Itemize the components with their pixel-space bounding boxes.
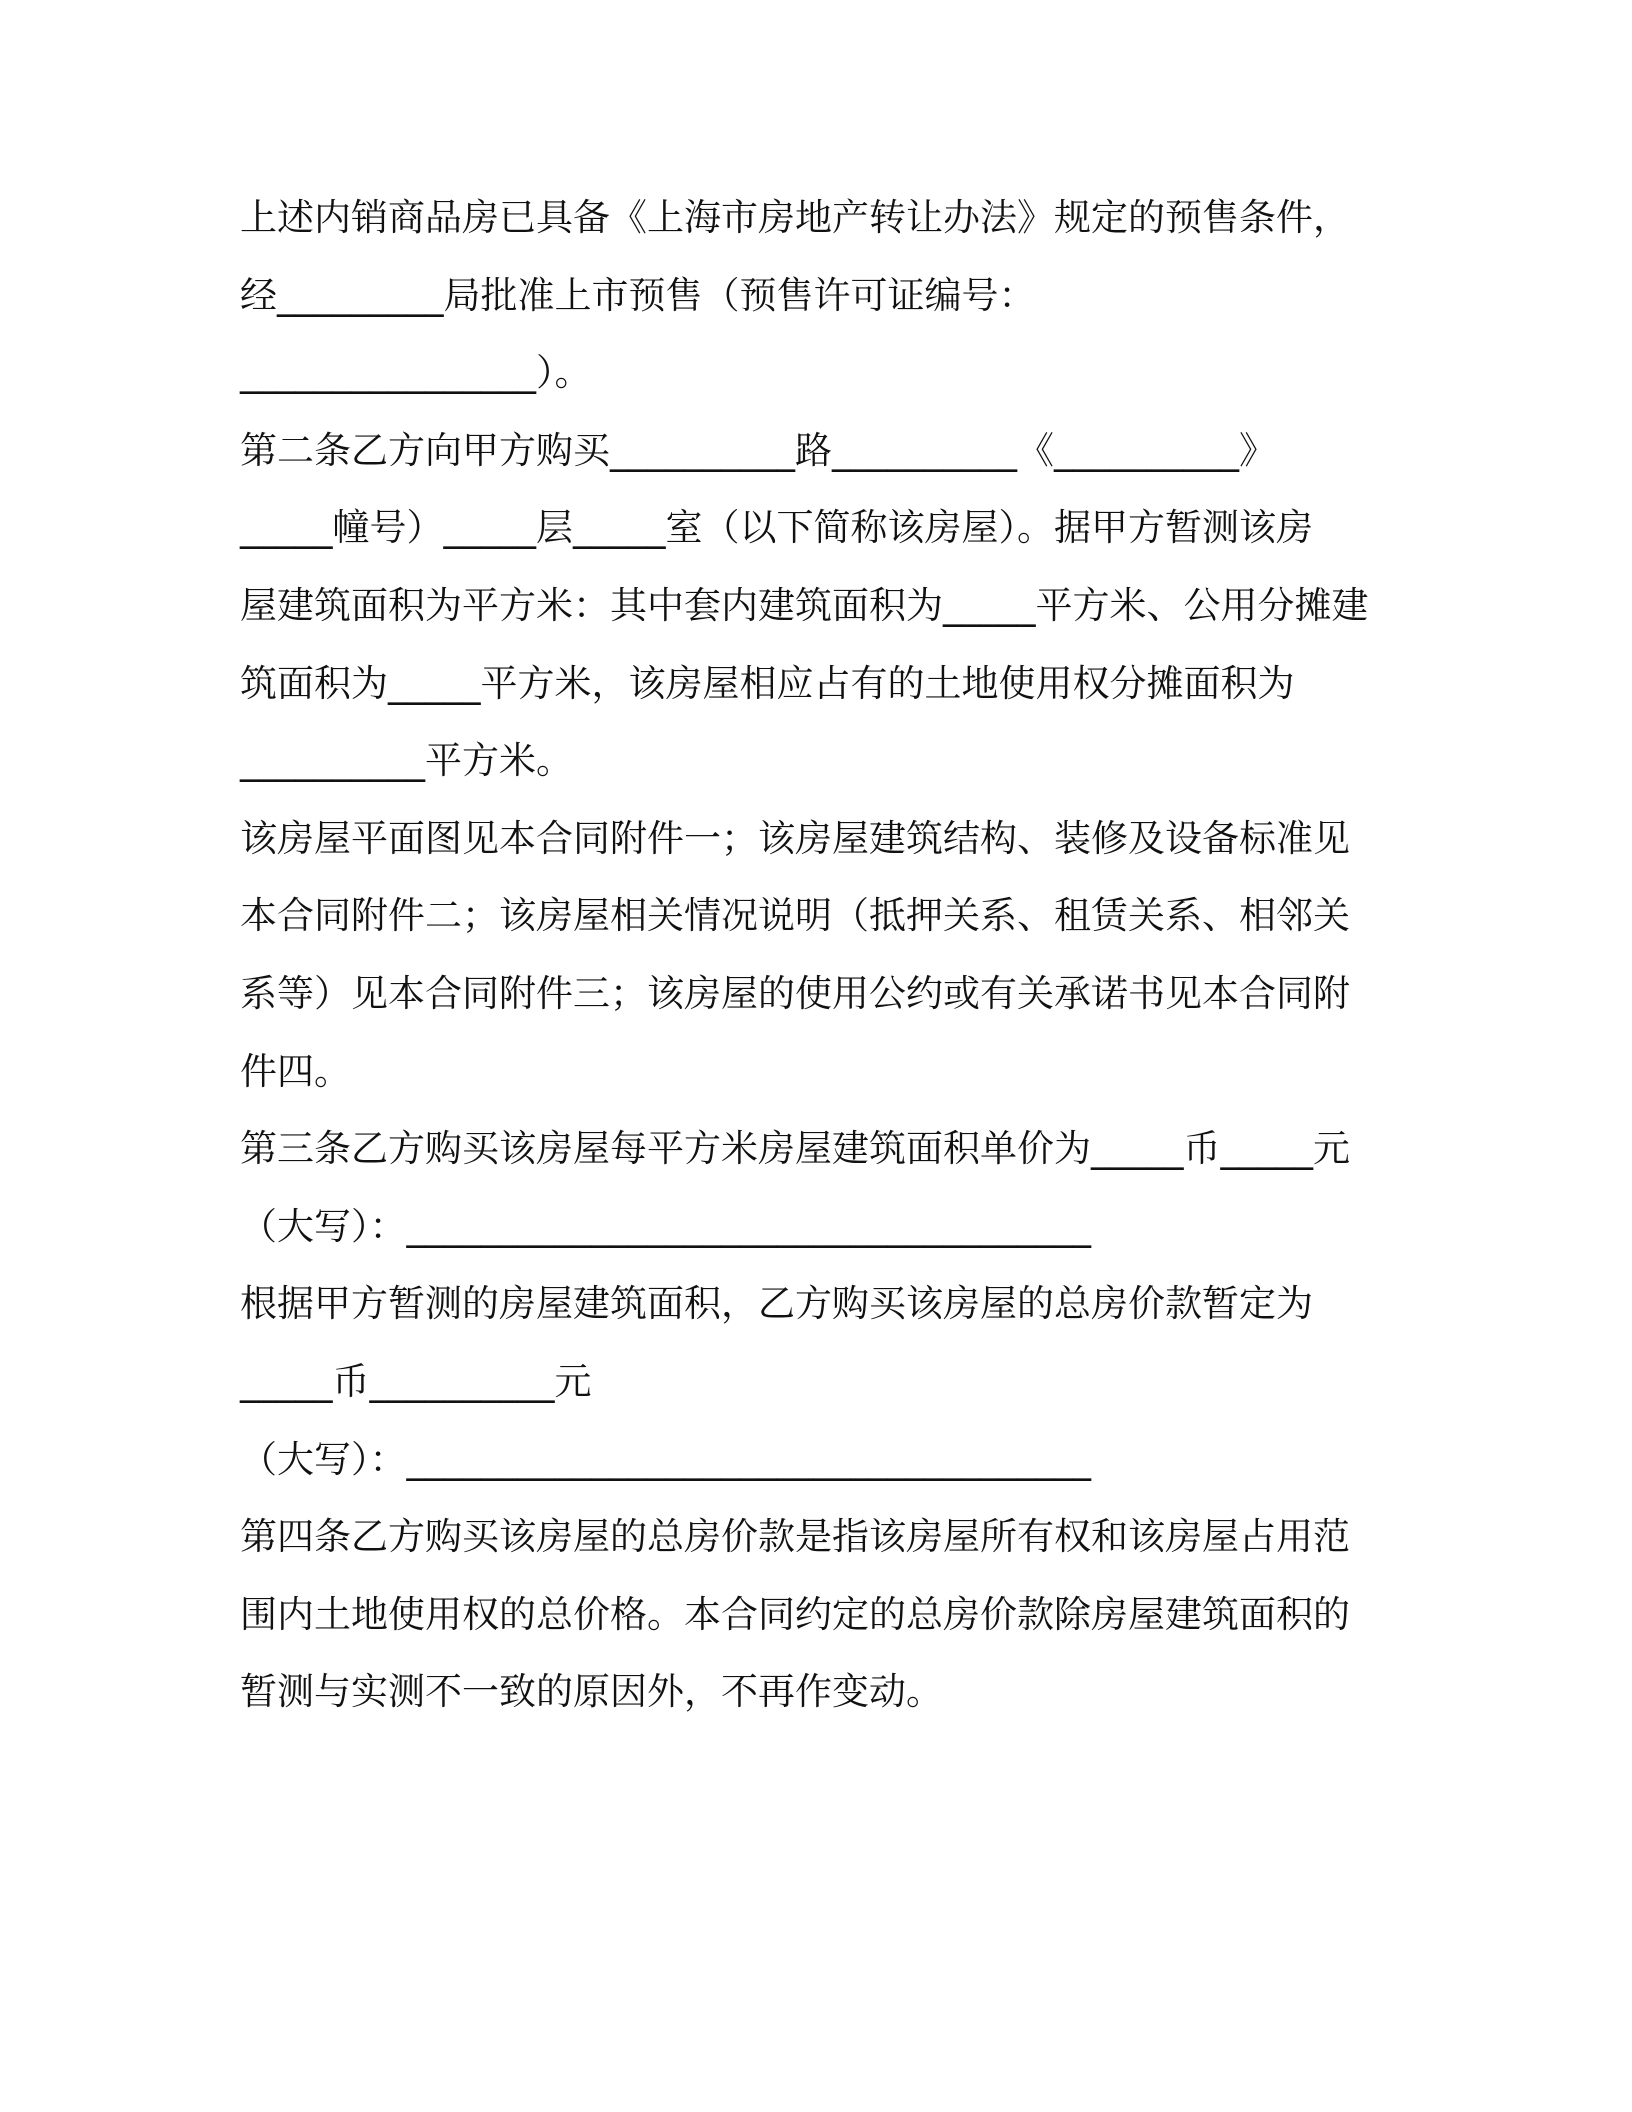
text-line: 件四。 (240, 1049, 351, 1093)
text-line: 根据甲方暂测的房屋建筑面积，乙方购买该房屋的总房价款暂定为 (240, 1282, 1313, 1326)
text-line: （大写）：_____________________________________ (240, 1437, 1091, 1481)
text-line: __________平方米。 (240, 739, 573, 783)
text-line: 筑面积为_____平方米，该房屋相应占有的土地使用权分摊面积为 (240, 661, 1295, 705)
text-line: 第二条乙方向甲方购买__________路__________《__________》 (240, 428, 1276, 472)
text-line: _____幢号）_____层_____室（以下简称该房屋）。据甲方暂测该房 (240, 506, 1313, 550)
text-line: 本合同附件二；该房屋相关情况说明（抵押关系、租赁关系、相邻关 (240, 894, 1350, 938)
text-line: 第三条乙方购买该房屋每平方米房屋建筑面积单价为_____币_____元 (240, 1127, 1350, 1171)
text-line: 第四条乙方购买该房屋的总房价款是指该房屋所有权和该房屋占用范 (240, 1515, 1350, 1559)
text-line: （大写）：_____________________________________ (240, 1204, 1091, 1248)
text-line: 上述内销商品房已具备《上海市房地产转让办法》规定的预售条件， (240, 196, 1350, 239)
text-line: ________________）。 (240, 351, 592, 395)
text-line: 屋建筑面积为平方米：其中套内建筑面积为_____平方米、公用分摊建 (240, 583, 1369, 627)
text-line: 经_________局批准上市预售（预售许可证编号： (240, 273, 1036, 317)
text-line: 围内土地使用权的总价格。本合同约定的总房价款除房屋建筑面积的 (240, 1592, 1350, 1636)
document-body (240, 190, 1460, 1742)
text-line: 暂测与实测不一致的原因外，不再作变动。 (240, 1670, 943, 1714)
text-line: _____币__________元 (240, 1359, 592, 1403)
text-line: 该房屋平面图见本合同附件一；该房屋建筑结构、装修及设备标准见 (240, 816, 1350, 860)
text-line: 系等）见本合同附件三；该房屋的使用公约或有关承诺书见本合同附 (240, 971, 1350, 1015)
